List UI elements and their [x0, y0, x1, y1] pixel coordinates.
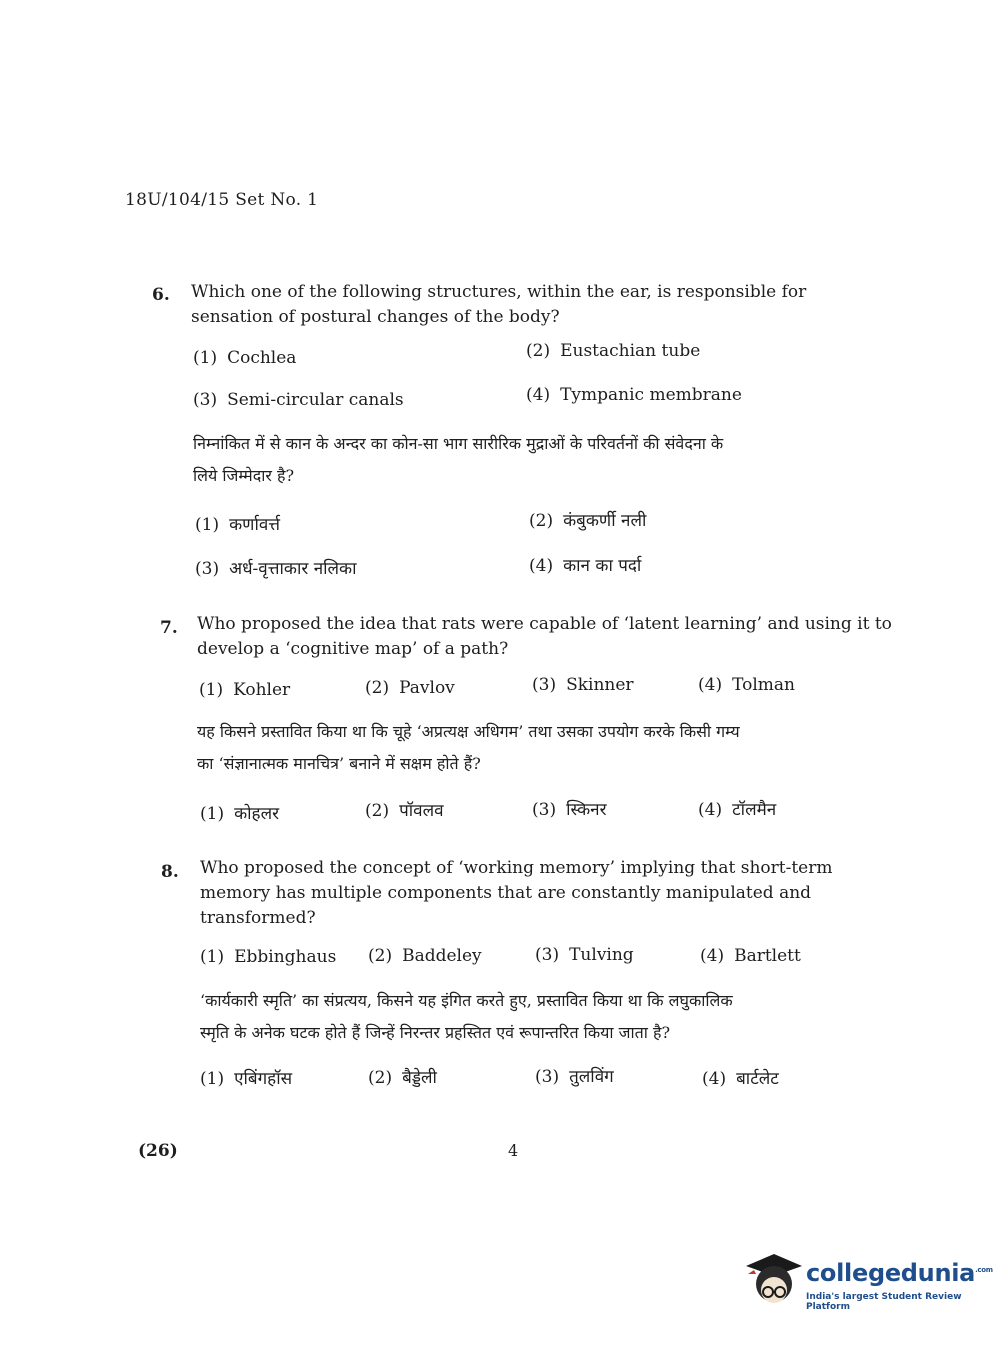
option-4-hi: (4) कान का पर्दा	[529, 556, 642, 576]
option-4-hi: (4) टॉलमैन	[698, 800, 777, 820]
option-2: (2) Baddeley	[368, 946, 482, 966]
page-number: 4	[508, 1141, 519, 1160]
option-3-hi: (3) अर्ध-वृत्ताकार नलिका	[195, 559, 357, 579]
brand-text: collegedunia	[806, 1259, 976, 1287]
footer-code	[138, 1141, 178, 1161]
option-4: (4) Tympanic membrane	[526, 385, 742, 405]
question-text-en	[191, 280, 806, 330]
option-1-hi: (1) कोहलर	[200, 804, 280, 824]
question-line: Who proposed the concept of ‘working memory’ implying that short-term	[200, 858, 833, 878]
option-3-hi: (3) स्किनर	[532, 800, 607, 820]
question-text-hi	[200, 985, 890, 1049]
paper-code: 18U/104/15 Set No. 1	[125, 190, 319, 210]
footer-code-text: (26)	[138, 1141, 178, 1161]
question-line: transformed?	[200, 908, 316, 928]
question-number: 8.	[161, 862, 179, 882]
option-1-hi: (1) एबिंगहॉस	[200, 1069, 293, 1089]
question-line: निम्नांकित में से कान के अन्दर का कोन-सा भाग सारीरिक मुद्राओं के परिवर्तनों की संवेदना के	[193, 434, 724, 453]
option-2: (2) Pavlov	[365, 678, 455, 698]
question-text-hi	[193, 428, 883, 492]
brand-name	[806, 1259, 993, 1287]
option-1: (1) Kohler	[199, 680, 291, 700]
question-line: का ‘संज्ञानात्मक मानचित्र’ बनाने में सक्षम होते हैं?	[197, 754, 481, 773]
question-line: memory has multiple components that are constantly manipulated and	[200, 883, 812, 903]
question-line: यह किसने प्रस्तावित किया था कि चूहे ‘अप्रत्यक्ष अधिगम’ तथा उसका उपयोग करके किसी गम्य	[197, 722, 740, 741]
option-4: (4) Tolman	[698, 675, 795, 695]
option-4: (4) Bartlett	[700, 946, 801, 966]
question-line: Which one of the following structures, within the ear, is responsible for	[191, 282, 807, 302]
option-3: (3) Skinner	[532, 675, 634, 695]
option-3: (3) Semi-circular canals	[193, 390, 404, 410]
question-line: develop a ‘cognitive map’ of a path?	[197, 639, 509, 659]
question-text-hi	[197, 716, 887, 780]
question-line: लिये जिम्मेदार है?	[193, 466, 295, 485]
brand-suffix: .com	[975, 1266, 993, 1274]
question-number: 7.	[160, 618, 178, 638]
option-4-hi: (4) बार्टलेट	[702, 1069, 779, 1089]
question-text-en	[197, 612, 892, 662]
brand-tagline: India's largest Student Review Platform	[806, 1292, 962, 1312]
question-text-en	[200, 856, 833, 931]
option-2: (2) Eustachian tube	[526, 341, 701, 361]
option-1-hi: (1) कर्णावर्त्त	[195, 515, 281, 535]
question-line: Who proposed the idea that rats were capable of ‘latent learning’ and using it to	[197, 614, 892, 634]
option-2-hi: (2) कंबुकर्णी नली	[529, 511, 647, 531]
question-line: ‘कार्यकारी स्मृति’ का संप्रत्यय, किसने यह इंगित करते हुए, प्रस्तावित किया था कि लघुकालिक	[200, 991, 733, 1010]
option-2-hi: (2) पॉवलव	[365, 801, 444, 821]
option-3-hi: (3) तुलविंग	[535, 1067, 614, 1087]
question-number: 6.	[152, 285, 170, 305]
question-line: sensation of postural changes of the body?	[191, 307, 560, 327]
question-line: स्मृति के अनेक घटक होते हैं जिन्हें निरन्तर प्रहस्तित एवं रूपान्तरित किया जाता है?	[200, 1023, 671, 1042]
option-1: (1) Ebbinghaus	[200, 947, 337, 967]
option-1: (1) Cochlea	[193, 348, 297, 368]
option-3: (3) Tulving	[535, 945, 634, 965]
option-2-hi: (2) बैड्डेली	[368, 1068, 437, 1088]
